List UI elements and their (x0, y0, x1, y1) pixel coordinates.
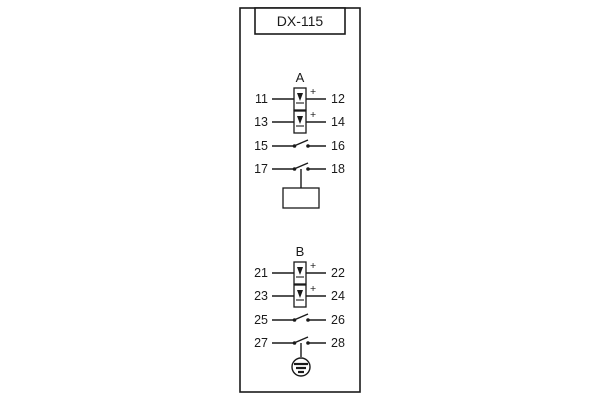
device-title: DX-115 (276, 13, 324, 29)
polarity-11-12: + (310, 86, 317, 98)
group-label-a: A (295, 70, 305, 85)
terminal-label-18: 18 (331, 162, 345, 176)
terminal-label-27: 27 (254, 336, 268, 350)
terminal-label-26: 26 (331, 313, 345, 327)
terminal-label-23: 23 (254, 289, 268, 303)
terminal-label-28: 28 (331, 336, 345, 350)
terminal-label-17: 17 (254, 162, 268, 176)
terminal-label-22: 22 (331, 266, 345, 280)
terminal-label-21: 21 (254, 266, 268, 280)
polarity-13-14: + (310, 109, 317, 121)
terminal-label-16: 16 (331, 139, 345, 153)
terminal-label-24: 24 (331, 289, 345, 303)
terminal-label-14: 14 (331, 115, 345, 129)
terminal-label-25: 25 (254, 313, 268, 327)
group-label-b: B (295, 244, 305, 259)
terminal-label-12: 12 (331, 92, 345, 106)
terminal-label-13: 13 (254, 115, 268, 129)
polarity-23-24: + (310, 283, 317, 295)
polarity-21-22: + (310, 260, 317, 272)
terminal-label-11: 11 (255, 92, 268, 106)
coil-rectangle-a (283, 188, 319, 208)
terminal-label-15: 15 (254, 139, 268, 153)
